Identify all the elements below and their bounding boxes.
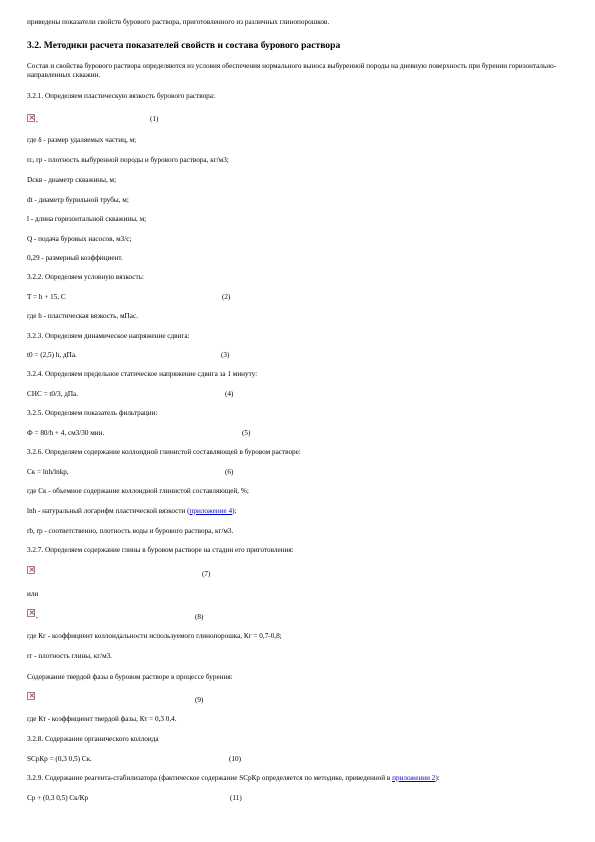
equation-number: (5): [242, 429, 251, 437]
text-line: ,: [36, 116, 38, 124]
text-span: ):: [435, 774, 440, 782]
text-line: 3.2.2. Определяем условную вязкость:: [27, 273, 144, 281]
text-line: 3.2.1. Определяем пластическую вязкость бурового раствора:: [27, 92, 215, 100]
formula-line: СНС = t0/3, дПа.: [27, 390, 79, 398]
broken-image-icon: [27, 609, 35, 617]
equation-number: (6): [225, 468, 234, 476]
equation-number: (11): [230, 794, 242, 802]
equation-number: (4): [225, 390, 234, 398]
text-line: где δ - размер удаляемых частиц, м;: [27, 136, 137, 144]
equation-number: (9): [195, 696, 204, 704]
text-line: 0,29 - размерный коэффициент.: [27, 254, 123, 262]
text-span: lnh - натуральный логарифм пластической вязкости (: [27, 507, 190, 515]
broken-image-icon: [27, 692, 35, 700]
equation-number: (3): [221, 351, 230, 359]
text-line: rг - плотность глины, кг/м3.: [27, 652, 113, 660]
broken-image-icon: [27, 566, 35, 574]
text-line: где Кт - коэффициент твердой фазы, Кт = 0,3 0,4.: [27, 715, 177, 723]
formula-line: Ф = 80/h + 4, см3/30 мин.: [27, 429, 105, 437]
formula-line: t0 = (2,5) h, дПа.: [27, 351, 77, 359]
formula-line: T = h + 15, С: [27, 293, 66, 301]
appendix-4-link[interactable]: приложение 4: [189, 507, 233, 515]
equation-number: (10): [229, 755, 241, 763]
text-line: где Ск - объемное содержание коллоидной глинистой составляющей, %;: [27, 487, 249, 495]
formula-line: Ск = lnh/lnkp,: [27, 468, 69, 476]
equation-number: (2): [222, 293, 231, 301]
paragraph: Состав и свойства бурового раствора определяются из условия обеспечения нормального выноса выбуренной породы на дневную поверхность при бурении горизонтально-направленных скважин.: [27, 62, 557, 79]
appendix-2-link[interactable]: приложении 2: [392, 774, 436, 782]
text-line: 3.2.4. Определяем предельное статическое напряжение сдвига за 1 минуту:: [27, 370, 258, 378]
text-line: 3.2.3. Определяем динамическое напряжение сдвига:: [27, 332, 190, 340]
text-line: приведены показатели свойств бурового раствора, приготовленного из различных глинопорошков.: [27, 18, 330, 26]
text-line: rc, rp - плотность выбуренной породы и бурового раствора, кг/м3;: [27, 156, 229, 164]
text-line: где Кг - коэффициент коллоидальности используемого глинопорошка, Кг = 0,7-0,8;: [27, 632, 282, 640]
equation-number: (1): [150, 115, 159, 123]
text-line: или: [27, 590, 39, 598]
text-line: 3.2.8. Содержание органического коллоида: [27, 735, 159, 743]
text-line: где h - пластическая вязкость, мПас.: [27, 312, 138, 320]
text-line: Dскв - диаметр скважины, м;: [27, 176, 117, 184]
text-line: l - длина горизонтальной скважины, м;: [27, 215, 147, 223]
formula-line: Ср + (0,3 0,5) Ск/Кр: [27, 794, 89, 802]
equation-number: (8): [195, 613, 204, 621]
text-line: [27, 507, 237, 516]
text-line: ,: [36, 612, 38, 620]
text-line: rb, rp - соответственно, плотность воды и бурового раствора, кг/м3.: [27, 527, 234, 535]
text-span: 3.2.9. Содержание реагента-стабилизатора (фактическое содержание SCрКр определяется по методике, приведенной в: [27, 774, 393, 782]
section-heading: 3.2. Методики расчета показателей свойств и состава бурового раствора: [27, 40, 341, 51]
text-line: [27, 774, 440, 783]
text-span: );: [232, 507, 237, 515]
text-line: dt - диаметр бурильной трубы, м;: [27, 196, 129, 204]
text-line: 3.2.5. Определяем показатель фильтрации:: [27, 409, 158, 417]
broken-image-icon: [27, 114, 35, 122]
equation-number: (7): [202, 570, 211, 578]
text-line: Содержание твердой фазы в буровом растворе в процессе бурения:: [27, 673, 233, 681]
formula-line: SCрКр = (0,3 0,5) Ск.: [27, 755, 92, 763]
text-line: 3.2.6. Определяем содержание коллоидной глинистой составляющей в буровом растворе:: [27, 448, 301, 456]
text-line: Q - подача буровых насосов, м3/с;: [27, 235, 132, 243]
text-line: 3.2.7. Определяем содержание глины в буровом растворе на стадии его приготовления:: [27, 546, 294, 554]
